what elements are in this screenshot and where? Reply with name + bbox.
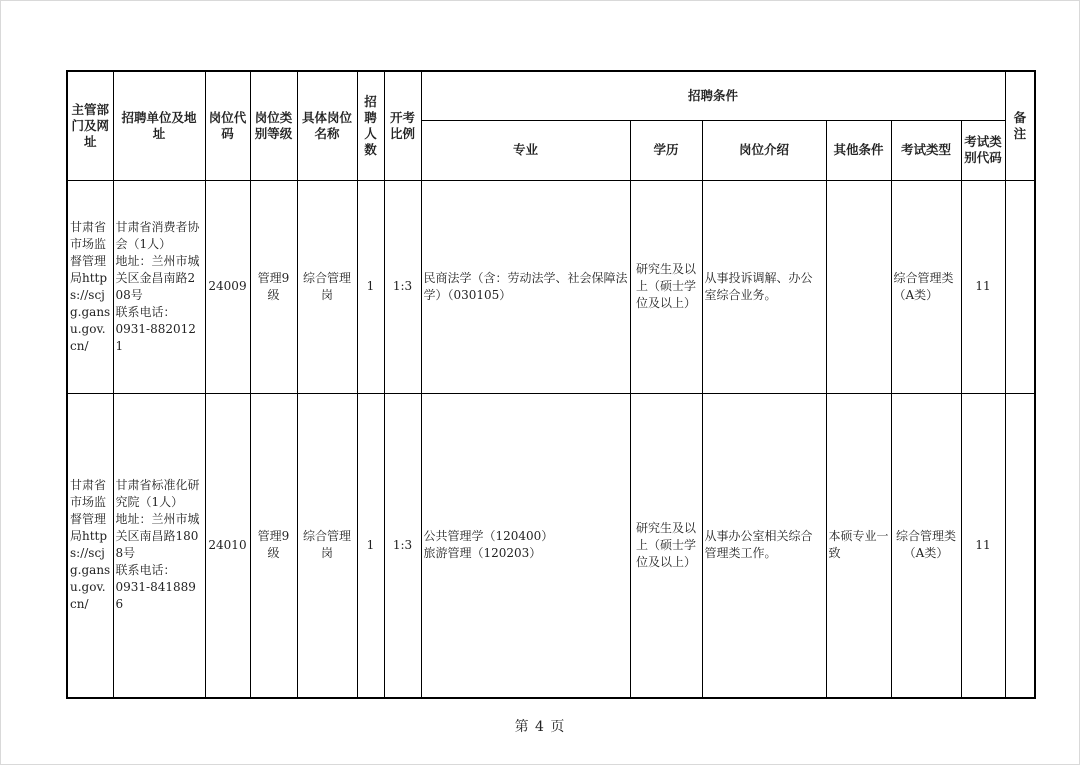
unit-name: 甘肃省标准化研究院（1人） <box>115 478 200 510</box>
header-category: 岗位类别等级 <box>250 71 297 180</box>
header-exam-code: 考试类别代码 <box>961 120 1005 180</box>
unit-phone-label: 联系电话： <box>115 563 176 578</box>
header-row-1 <box>67 71 1035 120</box>
position-cell: 综合管理岗 <box>297 180 357 393</box>
ratio-cell: 1:3 <box>384 393 421 698</box>
recruitment-table <box>66 70 1036 699</box>
dept-cell: 甘肃省市场监督管理局https://scjg.gansu.gov.cn/ <box>67 393 113 698</box>
header-ratio: 开考比例 <box>384 71 421 180</box>
count-cell: 1 <box>357 393 384 698</box>
unit-phone-label: 联系电话： <box>115 304 176 319</box>
code-cell: 24009 <box>205 180 250 393</box>
exam-code-cell: 11 <box>961 393 1005 698</box>
header-exam-type: 考试类型 <box>891 120 961 180</box>
remark-cell <box>1005 393 1035 698</box>
table-row <box>67 393 1035 698</box>
code-cell: 24010 <box>205 393 250 698</box>
ratio-cell: 1:3 <box>384 180 421 393</box>
major-line: 公共管理学（120400） <box>423 529 554 544</box>
count-cell: 1 <box>357 180 384 393</box>
header-count: 招聘人数 <box>357 71 384 180</box>
education-cell: 研究生及以上（硕士学位及以上） <box>630 393 702 698</box>
major-cell <box>421 180 630 393</box>
header-position: 具体岗位名称 <box>297 71 357 180</box>
exam-code-cell: 11 <box>961 180 1005 393</box>
category-cell: 管理9级 <box>250 393 297 698</box>
unit-address: 地址：兰州市城关区南昌路1808号 <box>115 512 200 561</box>
major-line: 民商法学（含：劳动法学、社会保障法学）（030105） <box>423 270 628 302</box>
exam-type-cell: 综合管理类（A类） <box>891 393 961 698</box>
intro-cell: 从事投诉调解、办公室综合业务。 <box>702 180 826 393</box>
other-cell: 本硕专业一致 <box>826 393 891 698</box>
header-other: 其他条件 <box>826 120 891 180</box>
header-dept: 主管部门及网址 <box>67 71 113 180</box>
table-row <box>67 180 1035 393</box>
remark-cell <box>1005 180 1035 393</box>
education-cell: 研究生及以上（硕士学位及以上） <box>630 180 702 393</box>
major-cell <box>421 393 630 698</box>
header-intro: 岗位介绍 <box>702 120 826 180</box>
unit-cell <box>113 180 205 393</box>
header-unit: 招聘单位及地址 <box>113 71 205 180</box>
dept-cell: 甘肃省市场监督管理局https://scjg.gansu.gov.cn/ <box>67 180 113 393</box>
unit-phone: 0931-8418896 <box>115 580 196 612</box>
header-code: 岗位代码 <box>205 71 250 180</box>
exam-type-cell: 综合管理类（A类） <box>891 180 961 393</box>
major-line: 旅游管理（120203） <box>423 546 542 561</box>
position-cell: 综合管理岗 <box>297 393 357 698</box>
header-conditions: 招聘条件 <box>421 71 1005 120</box>
page-number: 第 4 页 <box>514 719 566 735</box>
unit-address: 地址：兰州市城关区金昌南路208号 <box>115 253 200 302</box>
header-major: 专业 <box>421 120 630 180</box>
unit-phone: 0931-8820121 <box>115 321 196 353</box>
header-remark: 备注 <box>1005 71 1035 180</box>
intro-cell: 从事办公室相关综合管理类工作。 <box>702 393 826 698</box>
category-cell: 管理9级 <box>250 180 297 393</box>
unit-cell <box>113 393 205 698</box>
header-education: 学历 <box>630 120 702 180</box>
unit-name: 甘肃省消费者协会（1人） <box>115 219 200 251</box>
other-cell <box>826 180 891 393</box>
